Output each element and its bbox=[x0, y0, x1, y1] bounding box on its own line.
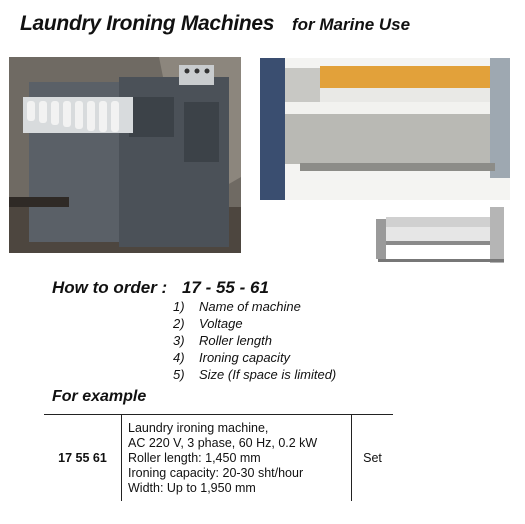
order-code: 17 - 55 - 61 bbox=[181, 278, 269, 297]
machine-photo-small bbox=[372, 205, 509, 267]
machine-photo-front bbox=[260, 58, 510, 200]
machine-photo-main bbox=[9, 57, 241, 253]
page-title: Laundry Ironing Machines bbox=[20, 12, 275, 35]
description-line: Ironing capacity: 20-30 sht/hour bbox=[128, 465, 304, 480]
order-option: 3) Roller length bbox=[173, 333, 272, 348]
description-line: Laundry ironing machine, bbox=[128, 420, 269, 435]
table-row bbox=[44, 415, 393, 502]
example-description bbox=[122, 415, 352, 502]
description-line: AC 220 V, 3 phase, 60 Hz, 0.2 kW bbox=[128, 435, 318, 450]
example-code: 17 55 61 bbox=[44, 415, 122, 502]
example-table bbox=[44, 414, 393, 501]
order-option: 4) Ironing capacity bbox=[173, 350, 291, 365]
description-line: Roller length: 1,450 mm bbox=[128, 450, 261, 465]
order-option: 5) Size (If space is limited) bbox=[173, 367, 337, 382]
order-option: 1) Name of machine bbox=[173, 299, 301, 314]
order-label: How to order : bbox=[52, 278, 168, 297]
page-subtitle: for Marine Use bbox=[292, 15, 411, 34]
example-heading: For example bbox=[52, 388, 147, 405]
example-unit: Set bbox=[352, 415, 394, 502]
description-line: Width: Up to 1,950 mm bbox=[128, 480, 256, 495]
order-option: 2) Voltage bbox=[173, 316, 243, 331]
order-code-line bbox=[52, 278, 269, 298]
